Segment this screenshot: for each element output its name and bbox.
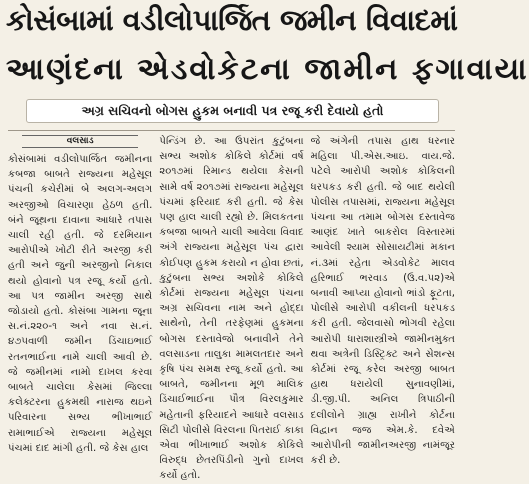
column-2-text: પેન્ડિંગ છે. આ ઉપરાંત કુટુંબના સભ્ય અશોક કોકિલે કોર્ટમાં વર્ષ ૨૦૧૭માં રિમાન્ડ થયેલા કેસની સામે વર્ષ ૨૦૧૭માં રાજ્યના મહેસૂલ પંચમાં ફરિયાદ કરી હતી. જે કેસ પણ હાલ ચાલી રહ્યો છે. મિલકતના કબજા બાબતે ચાલી આવેલા વિવાદ અંગે રાજ્યના મહેસૂલ પંચ દ્વારા કોઈપણ હુકમ કરાયો ન હોવા છતાં, કુટુંબના સભ્ય અશોકે કોકિલે કોર્ટમાં રાજ્યના મહેસૂલ પંચના અગ્ર સચિવના નામ અને હોદ્દા સાથેનો, તેની તરફેણમાં હુકમના બોગસ દસ્તાવેજો બનાવીને તેને વલસાડના તાલુકા મામલતદાર અને કૃષિ પંચ સમક્ષ રજૂ કર્યો હતો. આ બાબતે, જમીનના મૂળ માલિક ડિંચાઈભાઈના પૌત્ર વિરલકુમાર મહેતાની ફરિયાદને આધારે વલસાડ સિટી પોલીસે વિરલના પિતરાઈ કાકા એવા ભીખાભાઈ અશોક કોકિલે વિરુદ્ધ છેતરપિંડીનો ગુનો દાખલ કર્યો હતો.: [159, 136, 304, 482]
column-1-text: કોસંબામાં વડીલોપાર્જિત જમીનના કબજા બાબતે રાજ્યના મહેસૂલ પંચની કચેરીમાં બે અલગ-અલગ અરજીઓ વિચારણા હેઠળ હતી. બંને જૂથના દાવાના આધારે તપાસ ચાલી રહી હતી. જે દરમિયાન આરોપીએ ખોટી રીતે અરજી કરી હતી અને જુની અરજીનો નિકાલ થયો હોવાનો પત્ર રજૂ કર્યો હતો. આ પત્ર જામીન અરજી સાથે જોડાયો હતો. કોસંબા ગામના જૂના સ.નં.૨૨૦-૧ અને નવા સ.નં. ૪૭૫વાળી જમીન ડિંચાઇભાઈ રતનભાઈના નામે ચાલી આવી છે. જે જમીનમાં નામો દાખલ કરવા બાબતે ચાલેલા કેસમાં જિલ્લા કલેક્ટરના હુકમથી નારાજ થઇને પરિવારના સભ્ય ભીખાભાઈ રામાભાઈએ રાજ્યના મહેસૂલ પંચમાં દાદ માંગી હતી. જે કેસ હાલ: [8, 154, 153, 454]
headline-line-2: આણંદના એડવોકેટના જામીન ફગાવાયા: [6, 52, 529, 87]
article-body: [8, 134, 455, 482]
headline-line-1: કોસંબામાં વડીલોપાર્જિત જમીન વિવાદમાં: [6, 3, 458, 37]
column-3-text: જે અંગેની તપાસ હાથ ધરનાર મહિલા પી.એસ.આઇ. વાય.જે. પટેલે આરોપી અશોક કોકિલની ધરપકડ કરી હતી. જે બાદ થયેલી પોલીસ તપાસમાં, રાજ્યના મહેસૂલ પંચના આ તમામ બોગસ દસ્તાવેજ આણંદ ખાતે બાકરોલ વિસ્તારમાં આવેલી શ્યામ સોસાયટીમાં મકાન નં.૩માં રહેતા એડવોકેટ માલવ હરિભાઈ ભરવાડ (ઉ.વ.૫૨)એ બનાવી આપ્યા હોવાનો ભાંડો ફૂટતા, પોલીસે આરોપી વકીલની ધરપકડ કરી હતી. જેલવાસો ભોગવી રહેલા આરોપી ધારાશાસ્ત્રીએ જામીનમુક્ત થવા અત્રેની ડિસ્ટ્રિક્ટ અને સેશન્સ કોર્ટમાં રજૂ કરેલ અરજી બાબત હાથ ધરાયેલી સુનાવણીમાં, ડી.જી.પી. અનિલ ત્રિપાઠીની દલીલોને ગ્રાહ્ય રાખીને કોર્ટના વિદ્વાન જજ એમ.કે. દવેએ આરોપીની જામીનઅરજી નામંજૂર કરી છે.: [310, 136, 455, 467]
dateline: વલસાડ: [22, 135, 138, 148]
column-divider-rule: [8, 130, 455, 131]
article-column-1: [8, 134, 152, 466]
article-column-3: [311, 134, 455, 466]
article-column-2: [159, 134, 304, 482]
subheadline-deck: અગ્ર સચિવનો બોગસ હુકમ બનાવી પત્ર રજૂ કરી દેવાયો હતો: [26, 99, 439, 123]
